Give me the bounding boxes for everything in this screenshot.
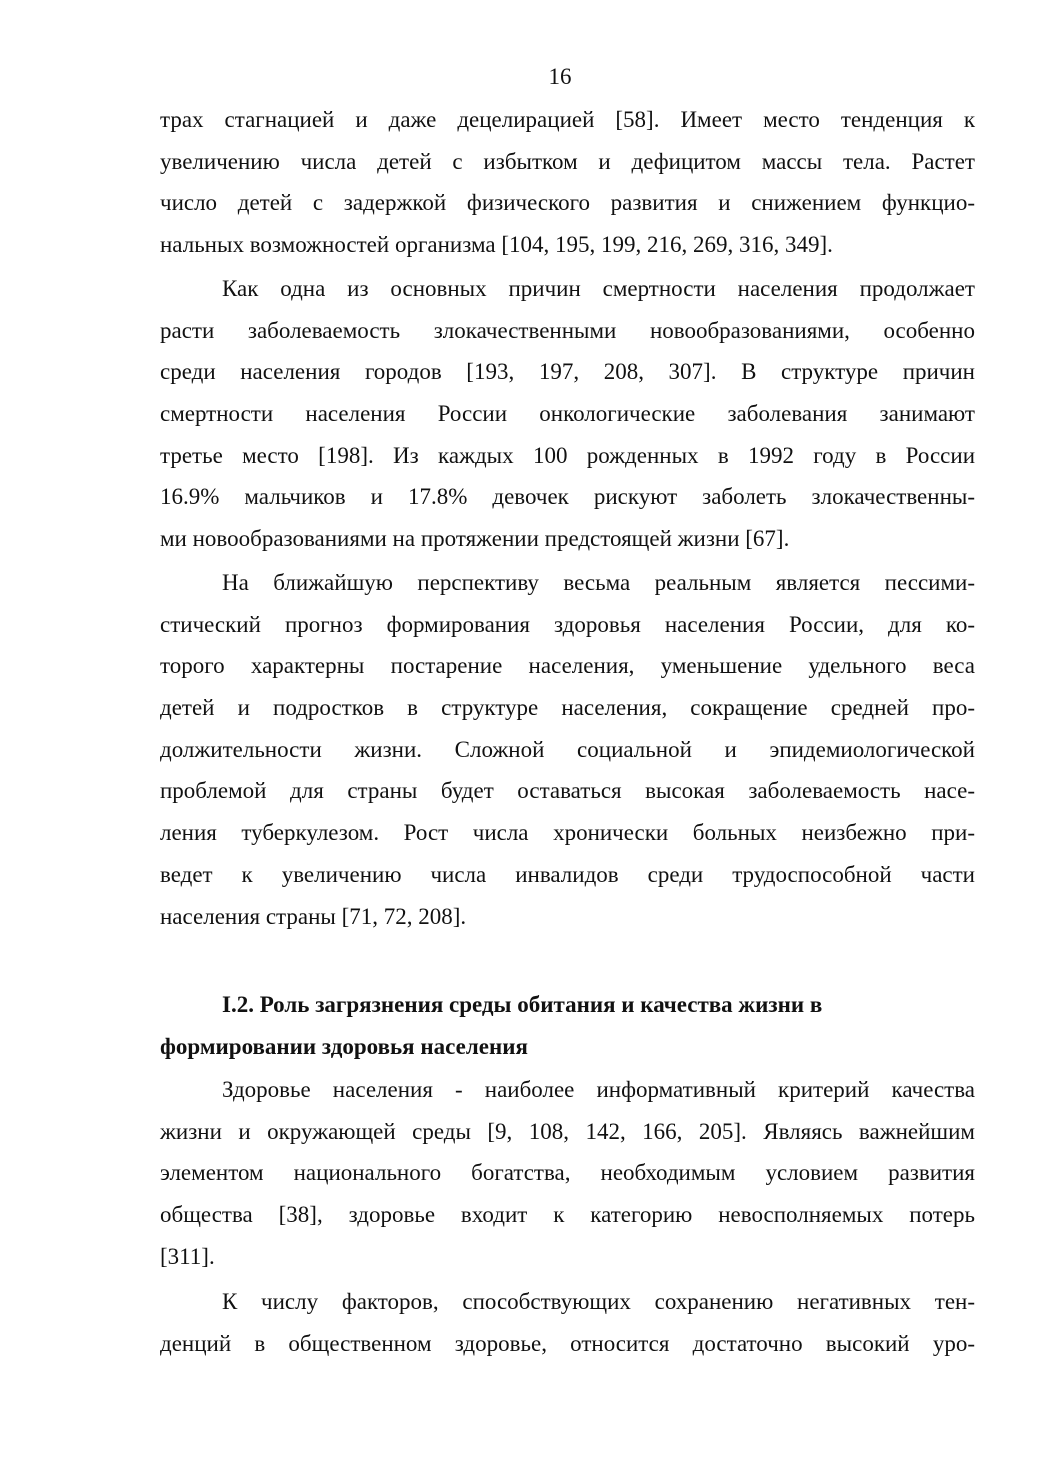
text-line: третье место [198]. Из каждых 100 рожденных в 1992 году в России bbox=[160, 442, 975, 468]
text-line: стический прогноз формирования здоровья населения России, для ко- bbox=[160, 611, 975, 637]
text-line: трах стагнацией и даже децелирацией [58]. Имеет место тенденция к bbox=[160, 107, 975, 132]
text-line: [311]. bbox=[160, 1243, 215, 1269]
paragraph-5 bbox=[160, 1281, 975, 1364]
paragraph-3 bbox=[160, 562, 975, 937]
text-line: 16.9% мальчиков и 17.8% девочек рискуют заболеть злокачественны- bbox=[160, 484, 975, 510]
text-line: среди населения городов [193, 197, 208, 307]. В структуре причин bbox=[160, 359, 975, 385]
text-line: Здоровье населения - наиболее информативный критерий качества bbox=[222, 1077, 975, 1102]
text-line: проблемой для страны будет оставаться высокая заболеваемость насе- bbox=[160, 778, 975, 804]
paragraph-2 bbox=[160, 268, 975, 560]
text-line: Как одна из основных причин смертности населения продолжает bbox=[222, 276, 975, 301]
paragraph-1 bbox=[160, 99, 975, 266]
text-line: расти заболеваемость злокачественными новообразованиями, особенно bbox=[160, 317, 975, 343]
heading-line: формировании здоровья населения bbox=[160, 1033, 528, 1059]
text-line: должительности жизни. Сложной социальной и эпидемиологической bbox=[160, 736, 975, 762]
text-line: элементом национального богатства, необходимым условием развития bbox=[160, 1160, 975, 1186]
heading-line: I.2. Роль загрязнения среды обитания и качества жизни в bbox=[222, 992, 823, 1017]
text-line: увеличению числа детей с избытком и дефицитом массы тела. Растет bbox=[160, 148, 975, 174]
text-line: ми новообразованиями на протяжении предстоящей жизни [67]. bbox=[160, 526, 790, 552]
text-line: ления туберкулезом. Рост числа хронически больных неизбежно при- bbox=[160, 820, 975, 846]
text-line: населения страны [71, 72, 208]. bbox=[160, 903, 467, 929]
text-line: жизни и окружающей среды [9, 108, 142, 166, 205]. Являясь важнейшим bbox=[160, 1118, 975, 1144]
text-line: торого характерны постарение населения, уменьшение удельного веса bbox=[160, 653, 975, 679]
text-line: ведет к увеличению числа инвалидов среди трудоспособной части bbox=[160, 861, 975, 887]
text-line: число детей с задержкой физического развития и снижением функцио- bbox=[160, 190, 975, 216]
text-line: смертности населения России онкологические заболевания занимают bbox=[160, 401, 975, 427]
text-line: детей и подростков в структуре населения, сокращение средней про- bbox=[160, 695, 975, 721]
text-line: К числу факторов, способствующих сохранению негативных тен- bbox=[222, 1289, 975, 1314]
text-line: денций в общественном здоровье, относится достаточно высокий уро- bbox=[160, 1330, 975, 1356]
section-heading bbox=[160, 984, 975, 1067]
text-line: На ближайшую перспективу весьма реальным является пессими- bbox=[222, 570, 975, 595]
text-line: нальных возможностей организма [104, 195, 199, 216, 269, 316, 349]. bbox=[160, 232, 833, 258]
text-line: общества [38], здоровье входит к категорию невосполняемых потерь bbox=[160, 1202, 975, 1228]
page-number: 16 bbox=[548, 64, 572, 89]
paragraph-4 bbox=[160, 1069, 975, 1277]
